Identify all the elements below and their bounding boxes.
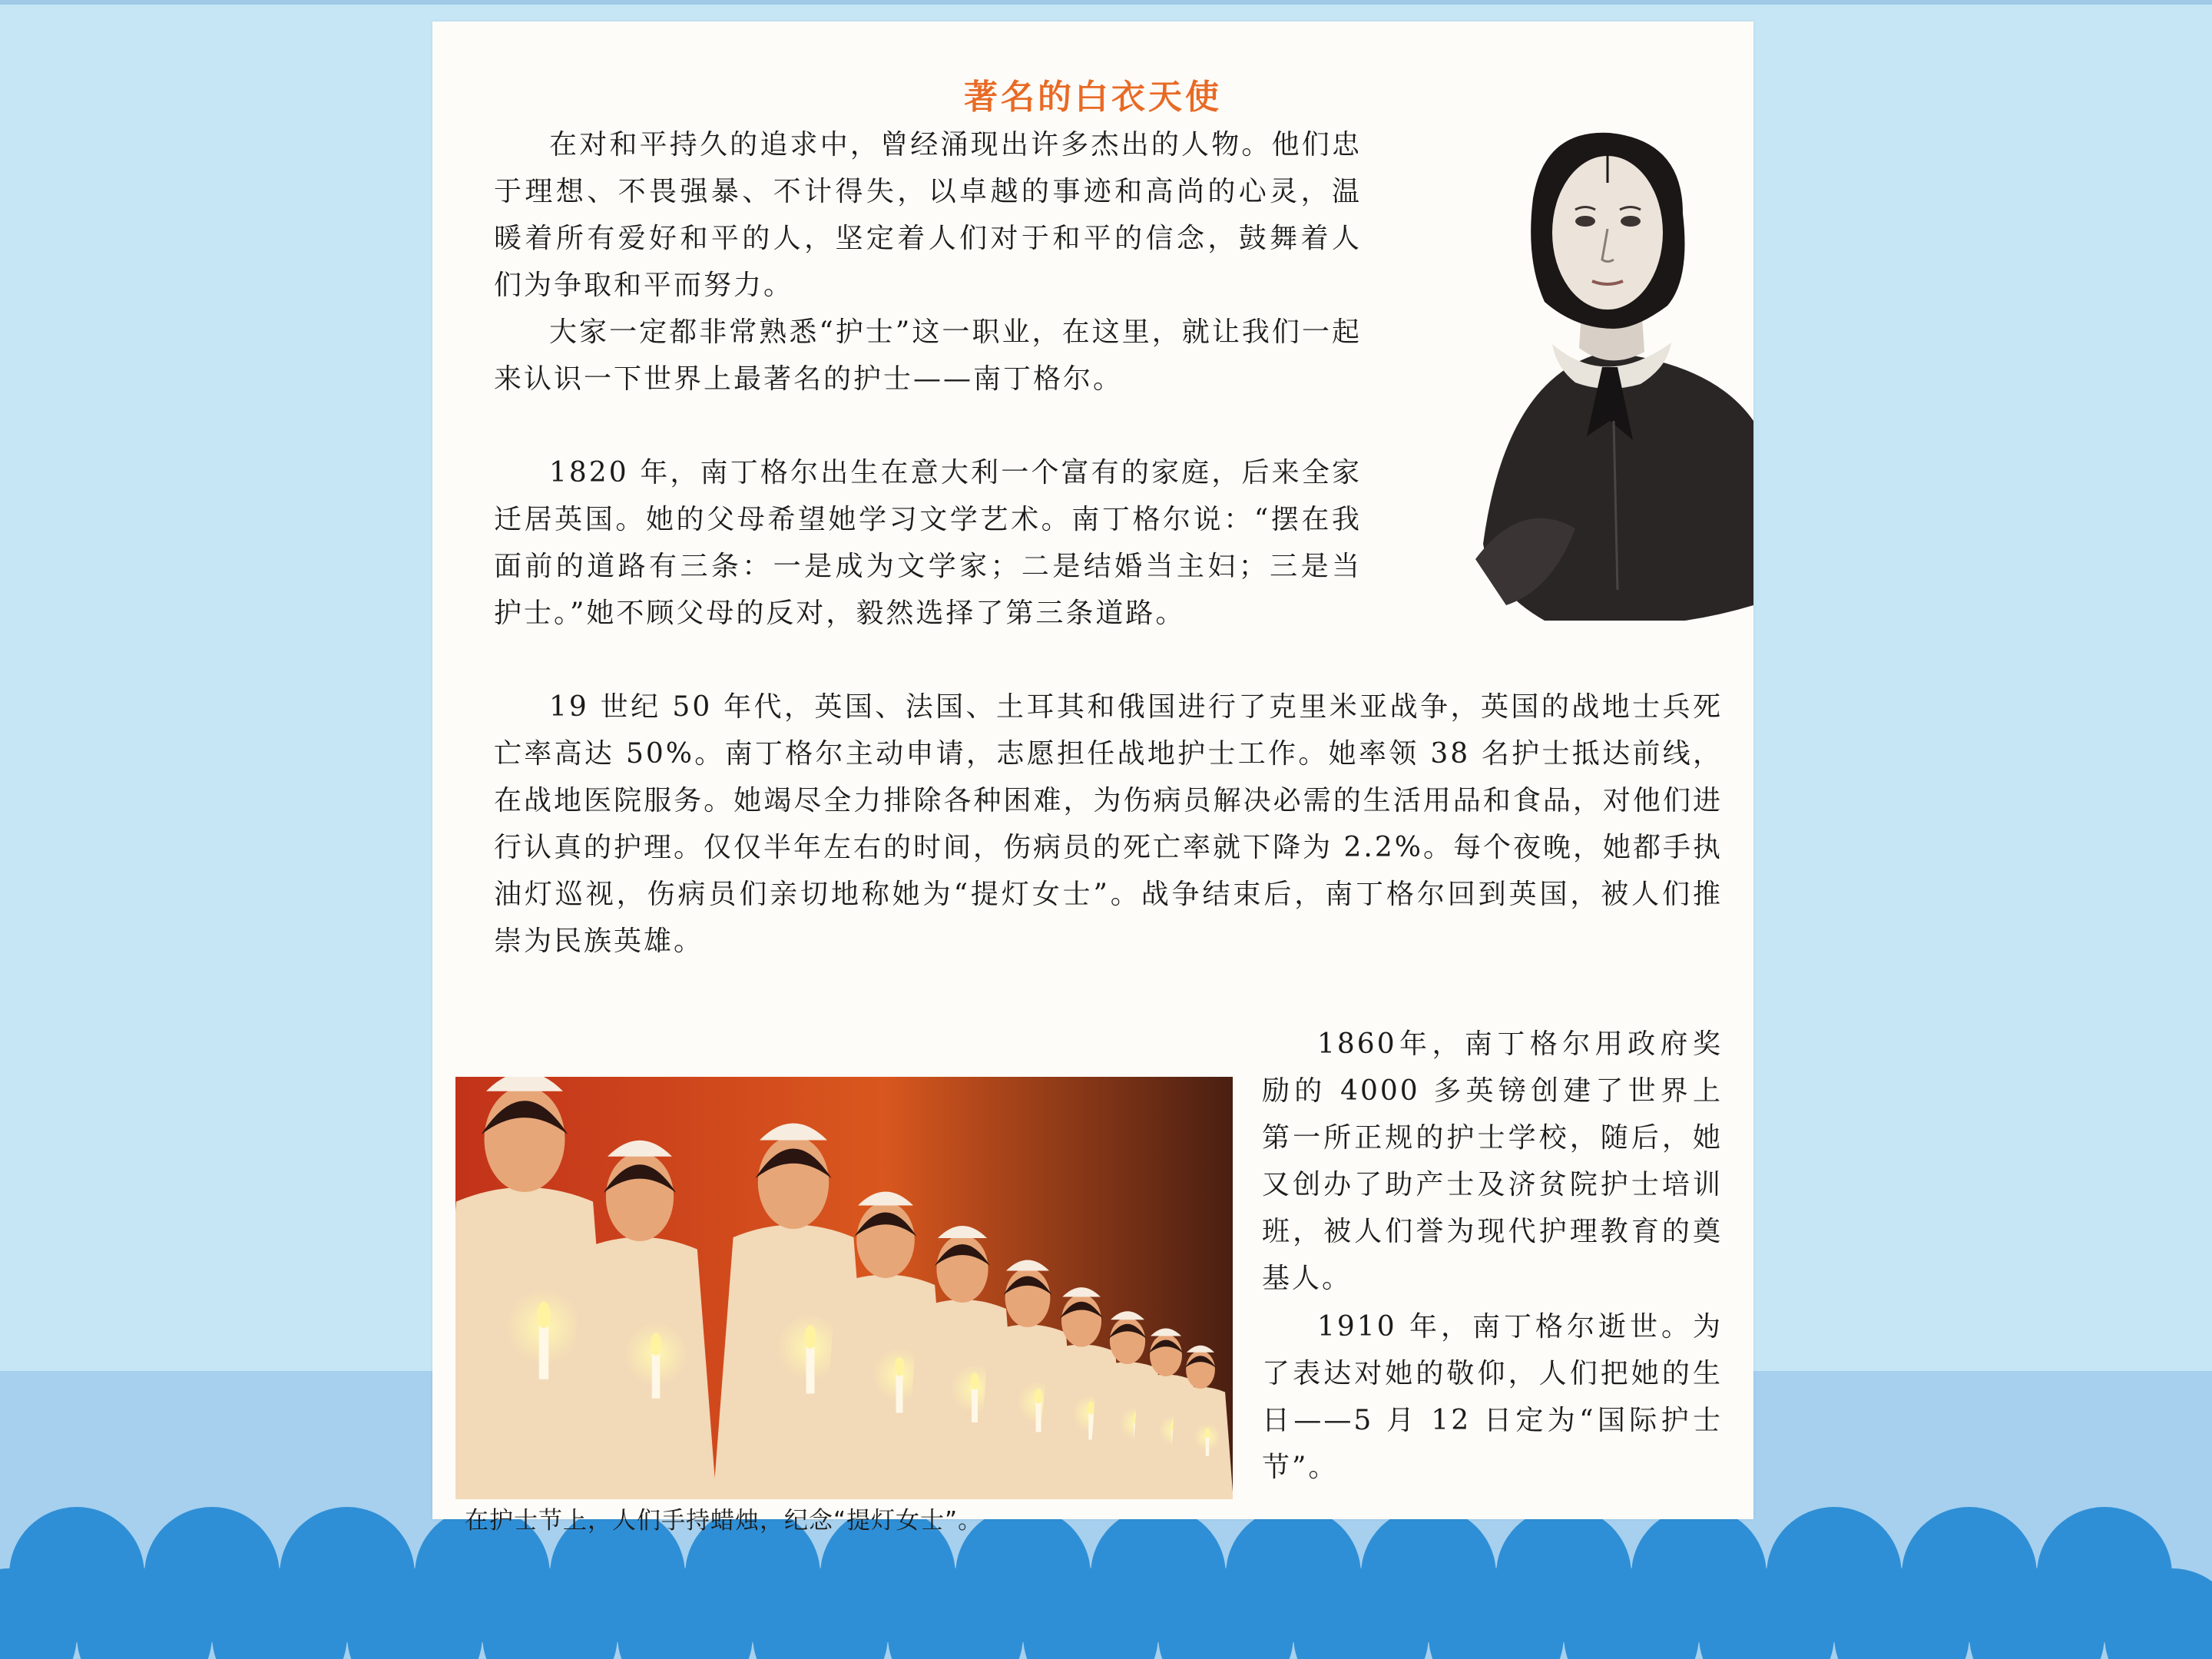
nightingale-portrait — [1460, 98, 1753, 621]
paragraph-4: 19 世纪 50 年代，英国、法国、土耳其和俄国进行了克里米亚战争，英国的战地士兵死亡率高达 50%。南丁格尔主动申请，志愿担任战地护士工作。她率领 38 名护士抵达前线，在战地医院服务。她竭尽全力排除各种困难，为伤病员解决必需的生活用品和食品，对他们进行认真的护理。仅仅半年左右的时间，伤病员的死亡率就下降为 2.2%。每个夜晚，她都手执油灯巡视，伤病员们亲切地称她为“提灯女士”。战争结束后，南丁格尔回到英国，被人们推崇为民族英雄。 — [494, 691, 1723, 957]
paragraph-2: 大家一定都非常熟悉“护士”这一职业，在这里，就让我们一起来认识一下世界上最著名的护士——南丁格尔。 — [494, 316, 1362, 395]
paragraph-5: 1860年，南丁格尔用政府奖励的 4000 多英镑创建了世界上第一所正规的护士学校，随后，她又创办了助产士及济贫院护士培训班，被人们誉为现代护理教育的奠基人。 — [1262, 1028, 1723, 1294]
paragraph-1: 在对和平持久的追求中，曾经涌现出许多杰出的人物。他们忠于理想、不畏强暴、不计得失，以卓越的事迹和高尚的心灵，温暖着所有爱好和平的人，坚定着人们对于和平的信念，鼓舞着人们为争取和平而努力。 — [494, 129, 1362, 301]
textbook-page — [432, 22, 1753, 1535]
top-strip — [0, 0, 2212, 5]
nurses-candle-photo — [455, 1077, 1233, 1499]
paragraph-3: 1820 年，南丁格尔出生在意大利一个富有的家庭，后来全家迁居英国。她的父母希望她学习文学艺术。南丁格尔说：“摆在我面前的道路有三条：一是成为文学家；二是结婚当主妇；三是当护士。”她不顾父母的反对，毅然选择了第三条道路。 — [494, 457, 1362, 629]
paragraph-6: 1910 年，南丁格尔逝世。为了表达对她的敬仰，人们把她的生日——5 月 12 日定为“国际护士节”。 — [1262, 1311, 1723, 1483]
photo-caption: 在护士节上，人们手持蜡烛，纪念“提灯女士”。 — [465, 1507, 983, 1535]
page-title: 著名的白衣天使 — [964, 78, 1222, 117]
